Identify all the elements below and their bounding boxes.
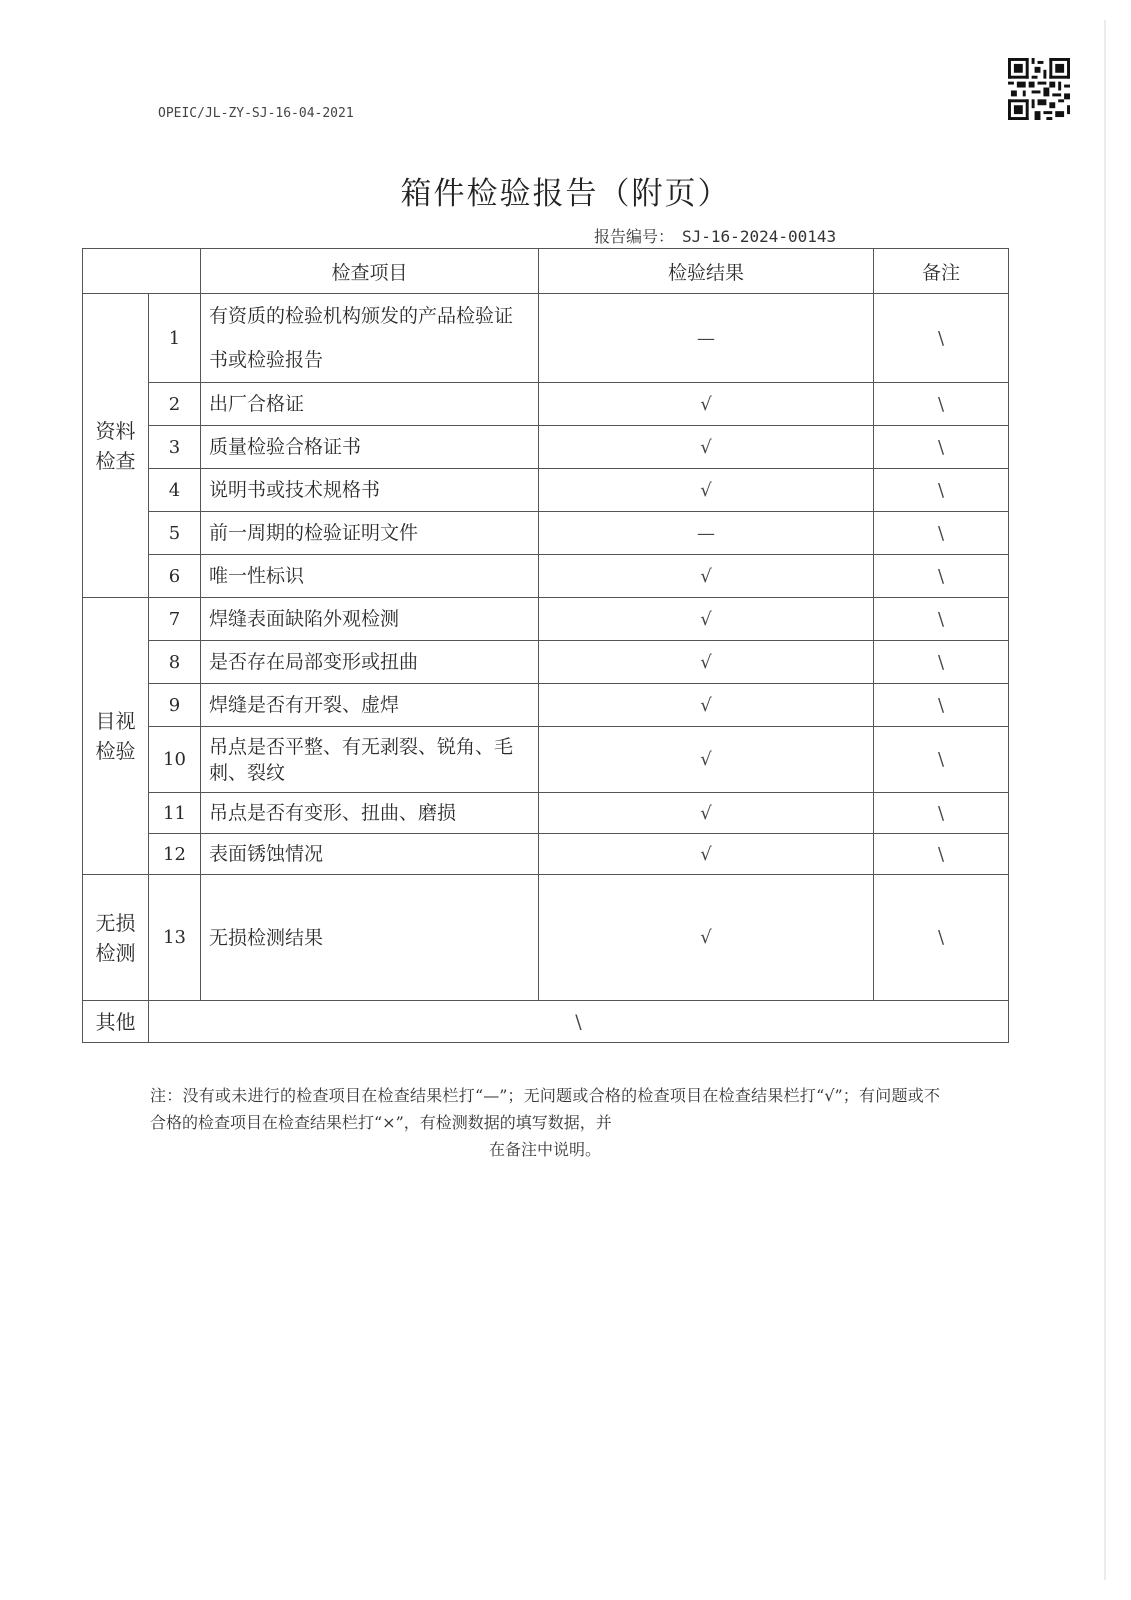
row-remark: \ — [874, 512, 1009, 555]
row-item: 无损检测结果 — [201, 875, 539, 1001]
row-remark: \ — [874, 469, 1009, 512]
table-row — [83, 512, 1009, 555]
row-number: 8 — [149, 641, 201, 684]
row-result: — — [539, 294, 874, 383]
row-remark: \ — [874, 426, 1009, 469]
row-remark: \ — [874, 727, 1009, 793]
row-number: 11 — [149, 793, 201, 834]
row-remark: \ — [874, 641, 1009, 684]
table-row — [83, 426, 1009, 469]
row-remark: \ — [874, 383, 1009, 426]
column-header-result: 检验结果 — [539, 249, 874, 294]
row-remark: \ — [874, 555, 1009, 598]
table-row — [83, 469, 1009, 512]
table-row — [83, 383, 1009, 426]
row-result: √ — [539, 383, 874, 426]
row-item: 焊缝表面缺陷外观检测 — [201, 598, 539, 641]
row-result: √ — [539, 727, 874, 793]
row-result: √ — [539, 875, 874, 1001]
table-row — [83, 793, 1009, 834]
other-value: \ — [149, 1001, 1009, 1043]
footnote — [150, 1082, 940, 1163]
qr-code — [1008, 58, 1070, 120]
footnote-text: 注：没有或未进行的检查项目在检查结果栏打“—”；无问题或合格的检查项目在检查结果栏打“√”；有问题或不合格的检查项目在检查结果栏打“×”，有检测数据的填写数据，并 — [150, 1086, 940, 1132]
row-item: 吊点是否有变形、扭曲、磨损 — [201, 793, 539, 834]
row-number: 10 — [149, 727, 201, 793]
row-number: 9 — [149, 684, 201, 727]
category-cell: 资料 检查 — [83, 294, 149, 598]
row-item: 是否存在局部变形或扭曲 — [201, 641, 539, 684]
row-number: 6 — [149, 555, 201, 598]
header-blank-cell — [83, 249, 201, 294]
row-number: 13 — [149, 875, 201, 1001]
row-item: 质量检验合格证书 — [201, 426, 539, 469]
table-row — [83, 555, 1009, 598]
table-row — [83, 834, 1009, 875]
row-item: 唯一性标识 — [201, 555, 539, 598]
row-result: √ — [539, 684, 874, 727]
page-title: 箱件检验报告（附页） — [400, 176, 731, 212]
table-row — [83, 875, 1009, 1001]
row-number: 4 — [149, 469, 201, 512]
row-number: 5 — [149, 512, 201, 555]
category-cell: 目视 检验 — [83, 598, 149, 875]
row-number: 7 — [149, 598, 201, 641]
row-result: √ — [539, 555, 874, 598]
other-row — [83, 1001, 1009, 1043]
row-remark: \ — [874, 875, 1009, 1001]
row-remark: \ — [874, 684, 1009, 727]
row-item: 焊缝是否有开裂、虚焊 — [201, 684, 539, 727]
row-item: 出厂合格证 — [201, 383, 539, 426]
row-number: 12 — [149, 834, 201, 875]
row-item: 前一周期的检验证明文件 — [201, 512, 539, 555]
row-result: √ — [539, 469, 874, 512]
inspection-table — [82, 248, 1009, 1043]
row-remark: \ — [874, 294, 1009, 383]
row-number: 3 — [149, 426, 201, 469]
row-remark: \ — [874, 793, 1009, 834]
row-item: 说明书或技术规格书 — [201, 469, 539, 512]
row-remark: \ — [874, 834, 1009, 875]
report-number-value: SJ-16-2024-00143 — [682, 227, 837, 246]
row-number: 2 — [149, 383, 201, 426]
row-remark: \ — [874, 598, 1009, 641]
row-item: 吊点是否平整、有无剥裂、锐角、毛刺、裂纹 — [201, 727, 539, 793]
row-result: √ — [539, 426, 874, 469]
category-cell: 无损 检测 — [83, 875, 149, 1001]
report-number-label: 报告编号： — [594, 227, 675, 246]
row-item: 有资质的检验机构颁发的产品检验证书或检验报告 — [201, 294, 539, 383]
document-code: OPEIC/JL-ZY-SJ-16-04-2021 — [158, 106, 354, 121]
column-header-remark: 备注 — [874, 249, 1009, 294]
table-header-row — [83, 249, 1009, 294]
table-row — [83, 684, 1009, 727]
row-result: √ — [539, 793, 874, 834]
other-label: 其他 — [83, 1001, 149, 1043]
table-row — [83, 641, 1009, 684]
column-header-item: 检查项目 — [201, 249, 539, 294]
row-result: — — [539, 512, 874, 555]
row-result: √ — [539, 598, 874, 641]
row-result: √ — [539, 641, 874, 684]
table-row — [83, 727, 1009, 793]
footnote-last-line: 在备注中说明。 — [488, 1140, 601, 1159]
row-number: 1 — [149, 294, 201, 383]
scan-edge-line — [1104, 20, 1106, 1580]
row-item: 表面锈蚀情况 — [201, 834, 539, 875]
table-row — [83, 598, 1009, 641]
report-number — [594, 224, 836, 247]
table-row — [83, 294, 1009, 383]
row-result: √ — [539, 834, 874, 875]
